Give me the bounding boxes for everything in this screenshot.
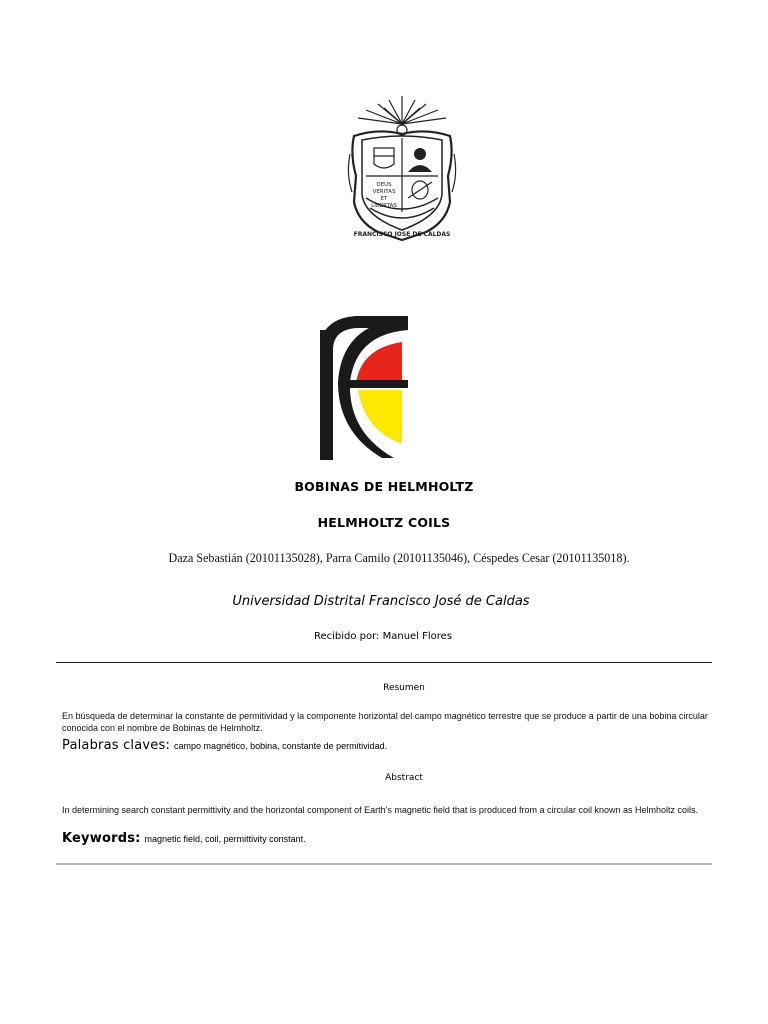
title-english: HELMHOLTZ COILS [317, 515, 451, 530]
keywords-en [62, 829, 722, 847]
received-by: Recibido por: Manuel Flores [313, 631, 453, 642]
resumen-heading: Resumen [383, 683, 425, 693]
keywords-es-label: Palabras claves: [62, 738, 171, 753]
keywords-es [62, 736, 722, 754]
sun-rays [358, 96, 446, 124]
abstract-text: In determining search constant permittivity and the horizontal component of Earth's magnetic field that is produced from a circular coil known as Helmholtz coils. [62, 805, 699, 815]
svg-text:VERITAS: VERITAS [372, 189, 396, 195]
svg-text:DEUS: DEUS [376, 182, 392, 188]
keywords-es-text: campo magnético, bobina, constante de permitividad. [174, 741, 388, 751]
faculty-logo [316, 312, 412, 462]
resumen-text: En búsqueda de determinar la constante de permitividad y la componente horizontal del campo magnético terrestre que se produce a partir de una bobina circular conocida con el nombre de Bobinas de Helmholtz. [62, 711, 708, 733]
bottom-divider [56, 863, 712, 865]
title-spanish: BOBINAS DE HELMHOLTZ [294, 479, 474, 494]
abstract-heading: Abstract [385, 773, 423, 783]
top-divider [56, 662, 712, 663]
svg-text:ET: ET [380, 196, 388, 202]
university-name: Universidad Distrital Francisco José de Caldas [232, 594, 530, 609]
keywords-en-label: Keywords: [62, 831, 141, 846]
svg-text:LIBERTAS: LIBERTAS [371, 203, 397, 209]
keywords-en-text: magnetic field, coil, permittivity constant. [144, 834, 306, 844]
authors: Daza Sebastián (20101135028), Parra Camilo (20101135046), Céspedes Cesar (20101135018). [168, 550, 630, 565]
svg-text:FRANCISCO JOSE DE CALDAS: FRANCISCO JOSE DE CALDAS [353, 231, 451, 238]
university-seal [344, 94, 460, 246]
